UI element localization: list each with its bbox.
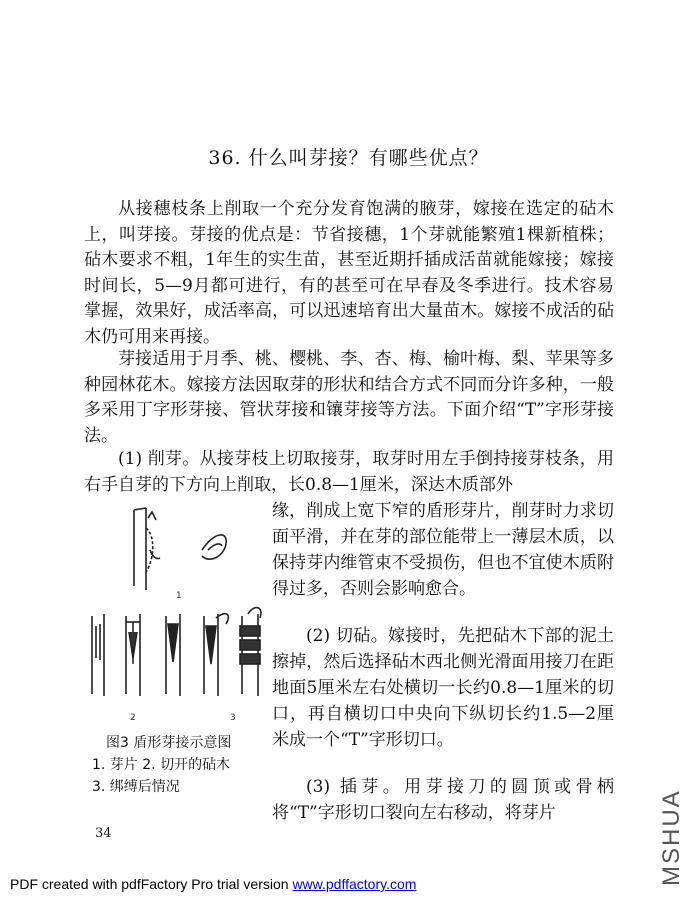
figure-caption-title: 图3 盾形芽接示意图 xyxy=(106,735,232,751)
paragraph-step1-continued: 缘，削成上宽下窄的盾形芽片，削芽时力求切面平滑，并在芽的部位能带上一薄层木质，以保持芽内维管束不受损伤，但也不宜使木质附得过多，否则会影响愈合。 xyxy=(272,501,614,599)
figure-caption-line-2: 3. 绑缚后情况 xyxy=(92,779,180,795)
fig-item-cut-rootstock xyxy=(92,614,180,696)
figure-label-2: 2 xyxy=(130,713,136,723)
figure-label-3: 3 xyxy=(230,713,236,723)
paragraph-applications: 芽接适用于月季、桃、樱桃、李、杏、梅、榆叶梅、梨、苹果等多种园林花木。嫁接方法因取芽的形状和结合方式不同而分许多种，一般多采用丁字形芽接、管状芽接和镶芽接等方法。下面介绍“T”字形芽接法。 xyxy=(84,349,614,446)
paragraph-step1-start: (1) 削芽。从接芽枝上切取接芽，取芽时用左手倒持接芽枝条，用右手自芽的下方向上削取，长0.8—1厘米，深达木质部外 xyxy=(84,449,614,495)
figure-label-1: 1 xyxy=(176,591,182,601)
section-title: 36. 什么叫芽接？有哪些优点？ xyxy=(208,147,489,169)
paragraph-intro: 从接穗枝条上削取一个充分发育饱满的腋芽，嫁接在选定的砧木上，叫芽接。芽接的优点是：节省接穗，1个芽就能繁殖1棵新植株；砧木要求不粗，1年生的实生苗，甚至近期扦插成活苗就能嫁接；嫁接时间长，5—9月都可进行，有的甚至可在早春及冬季进行。技术容易掌握，效果好，成活率高，可以迅速培育出大量苗木。嫁接不成活的砧木仍可用来再接。 xyxy=(84,199,614,347)
page-number: 34 xyxy=(95,826,112,841)
grafting-illustration xyxy=(86,498,270,730)
watermark-text: MSHUA xyxy=(658,789,685,886)
pdf-footer xyxy=(10,876,416,892)
figure-caption-line-1: 1. 芽片 2. 切开的砧木 xyxy=(92,757,231,773)
fig-item-bound-graft xyxy=(204,608,261,696)
paragraph-step2: (2) 切砧。嫁接时，先把砧木下部的泥土擦掉，然后选择砧木西北侧光滑面用接刀在距地面5厘米左右处横切一长约0.8—1厘米的切口，再自横切口中央向下纵切长约1.5—2厘米成一个“T”字形切口。 xyxy=(272,626,614,750)
footer-prefix: PDF created with pdfFactory Pro trial version xyxy=(10,876,293,892)
fig-item-bud-cutting xyxy=(134,508,226,590)
footer-link[interactable]: www.pdffactory.com xyxy=(292,876,417,892)
paragraph-step3: (3) 插芽。用芽接刀的圆顶或骨柄将“T”字形切口裂向左右移动，将芽片 xyxy=(272,777,614,823)
